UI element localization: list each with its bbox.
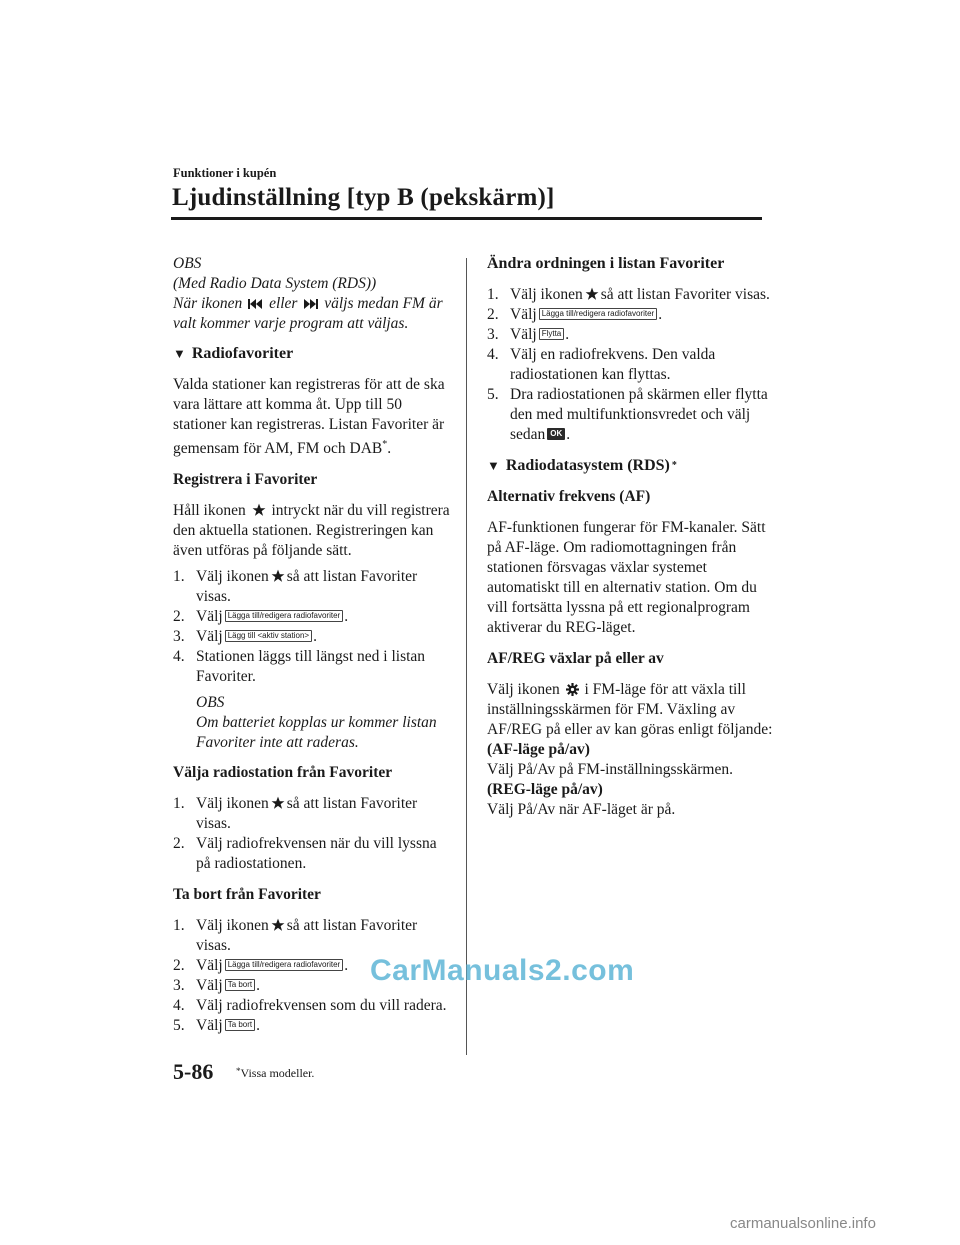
list-item	[173, 996, 455, 1016]
step-text-a: Dra radiostationen på skärmen eller flytta den med multifunktionsvredet och välj sedan	[510, 386, 768, 443]
radiofavorites-text	[173, 375, 455, 459]
asterisk: *	[236, 1066, 241, 1076]
step-number: 1.	[487, 286, 499, 303]
step-text	[196, 567, 455, 607]
delete-heading: Ta bort från Favoriter	[173, 886, 321, 904]
heading-text: Radiodatasystem (RDS)	[505, 457, 670, 474]
heading-text: Radiofavoriter	[191, 345, 294, 362]
step-text: Stationen läggs till längst ned i listan Favoriter.	[196, 648, 426, 686]
afreg-heading: AF/REG växlar på eller av	[487, 650, 664, 667]
gear-icon	[566, 683, 579, 696]
obs-line-2: valt kommer varje program att väljas.	[173, 315, 409, 332]
step-text: Välj radiofrekvensen som du vill radera.	[196, 997, 447, 1015]
step-text-b: så att listan Favoriter visas.	[600, 286, 770, 303]
step-number: 4.	[173, 648, 185, 666]
step-text-b: så att listan Favoriter visas.	[196, 568, 418, 606]
skip-previous-icon	[248, 298, 263, 310]
period: .	[313, 628, 317, 646]
list-item	[487, 345, 773, 385]
step-text-b: så att listan Favoriter visas.	[196, 795, 418, 833]
right-column	[487, 254, 773, 820]
list-item	[173, 916, 455, 956]
move-button: Flytta	[539, 328, 565, 340]
skip-next-icon	[303, 298, 318, 310]
select-heading: Välja radiostation från Favoriter	[173, 764, 393, 782]
step-number: 3.	[487, 326, 499, 343]
reg-mode-text: Välj På/Av när AF-läget är på.	[487, 801, 676, 818]
list-item	[173, 627, 455, 647]
step-number: 2.	[173, 835, 185, 853]
star-icon	[271, 569, 285, 583]
add-edit-favorites-button: Lägga till/redigera radiofavoriter	[225, 959, 344, 971]
paragraph-text: i FM-läge för att växla till inställningsskärmen för FM. Växling av AF/REG på eller av kan göras enligt följande:	[487, 681, 773, 738]
star-icon	[585, 287, 599, 301]
asterisk: *	[671, 460, 677, 471]
obs-subtitle: (Med Radio Data System (RDS))	[173, 275, 377, 292]
list-item	[173, 1016, 455, 1036]
register-text	[173, 501, 455, 561]
chapter-title: Ljudinställning [typ B (pekskärm)]	[172, 184, 555, 211]
step-number: 4.	[173, 997, 185, 1015]
triangle-down-icon: ▼	[487, 458, 500, 473]
step-text-b: så att listan Favoriter visas.	[196, 917, 418, 955]
af-text: AF-funktionen fungerar för FM-kanaler. Sätt på AF-läge. Om radiomottagningen från stationen försvagas växlar systemet automatiskt till en alternativ station. Om du vill fortsätta lyssna på ett regionalprogram aktiverar du REG-läget.	[487, 519, 766, 636]
step-text-a: Välj ikonen	[196, 795, 269, 813]
list-item	[173, 607, 455, 627]
step-text-a: Välj	[510, 326, 537, 343]
step-text-a: Välj	[196, 608, 223, 626]
step-number: 5.	[487, 386, 499, 403]
list-item	[487, 325, 773, 345]
period: .	[566, 426, 571, 443]
header-rule	[171, 217, 762, 220]
add-active-station-button: Lägg till <aktiv station>	[225, 630, 312, 642]
delete-button: Ta bort	[225, 1019, 255, 1031]
step-number: 4.	[487, 346, 499, 363]
af-heading: Alternativ frekvens (AF)	[487, 488, 651, 505]
af-mode-text: Välj På/Av på FM-inställningsskärmen.	[487, 761, 733, 778]
list-item	[487, 305, 773, 325]
footnote-text: Vissa modeller.	[240, 1066, 315, 1080]
star-icon	[271, 918, 285, 932]
step-number: 2.	[173, 957, 185, 975]
star-icon	[271, 796, 285, 810]
delete-button: Ta bort	[225, 979, 255, 991]
step-number: 1.	[173, 568, 185, 586]
list-item	[173, 567, 455, 607]
step-number: 2.	[487, 306, 499, 323]
list-item	[487, 385, 773, 445]
af-mode-label: (AF-läge på/av)	[487, 741, 590, 758]
reorder-steps	[487, 285, 773, 445]
list-item	[173, 647, 455, 687]
paragraph-text: intryckt när du vill registrera den aktuella stationen. Registreringen kan även utföras på följande sätt.	[173, 502, 450, 560]
obs-line-1	[173, 294, 455, 314]
section-label: Funktioner i kupén	[173, 166, 277, 180]
obs-label: OBS	[173, 255, 202, 272]
rds-heading	[487, 456, 773, 476]
paragraph-text: Håll ikonen	[173, 502, 246, 520]
list-item	[173, 794, 455, 834]
step-text-a: Välj ikonen	[196, 917, 269, 935]
paragraph-text: Valda stationer kan registreras för att de ska vara lättare att komma åt. Upp till 50 stationer kan registreras. Listan Favoriter är gemensam för AM, FM och DAB	[173, 376, 445, 458]
step-text-a: Välj	[510, 306, 537, 323]
step-number: 1.	[173, 917, 185, 935]
period: .	[344, 608, 349, 626]
period: .	[344, 957, 349, 975]
period: .	[256, 977, 261, 995]
obs-text: Om batteriet kopplas ur kommer listan Favoriter inte att raderas.	[196, 714, 437, 752]
step-text: Välj en radiofrekvens. Den valda radiostationen kan flyttas.	[510, 346, 716, 383]
column-divider	[466, 258, 467, 1055]
step-text-a: Välj	[196, 977, 223, 995]
step-number: 1.	[173, 795, 185, 813]
step-text: Välj radiofrekvensen när du vill lyssna på radiostationen.	[196, 835, 437, 873]
step-number: 3.	[173, 628, 185, 646]
add-edit-favorites-button: Lägga till/redigera radiofavoriter	[225, 610, 344, 622]
select-steps	[173, 794, 455, 874]
period: .	[387, 440, 392, 458]
triangle-down-icon: ▼	[173, 346, 186, 361]
step-text-a: Välj	[196, 957, 223, 975]
step-text-a: Välj ikonen	[510, 286, 583, 303]
register-obs-note	[196, 693, 455, 753]
obs-text: När ikonen	[173, 295, 243, 312]
asterisk: *	[382, 439, 388, 450]
step-number: 2.	[173, 608, 185, 626]
period: .	[658, 306, 663, 323]
afreg-text	[487, 680, 773, 740]
ok-button: OK	[547, 428, 565, 440]
register-steps	[173, 567, 455, 687]
step-text-a: Välj	[196, 1017, 223, 1035]
step-number: 3.	[173, 977, 185, 995]
period: .	[565, 326, 570, 343]
list-item	[487, 285, 773, 305]
site-footer[interactable]: carmanualsonline.info	[730, 1215, 876, 1232]
register-heading: Registrera i Favoriter	[173, 471, 318, 489]
step-text-a: Välj ikonen	[196, 568, 269, 586]
star-icon	[252, 503, 266, 517]
obs-text: eller	[269, 295, 298, 312]
paragraph-text: Välj ikonen	[487, 681, 560, 698]
footnote	[236, 1066, 314, 1081]
watermark: CarManuals2.com	[370, 954, 635, 987]
reg-mode-label: (REG-läge på/av)	[487, 781, 603, 798]
obs-note-rds	[173, 254, 455, 334]
step-text-a: Välj	[196, 628, 223, 646]
step-number: 5.	[173, 1017, 185, 1035]
list-item	[173, 834, 455, 874]
left-column	[173, 254, 455, 1047]
obs-text: väljs medan FM är	[324, 295, 443, 312]
page-number: 5-86	[173, 1059, 214, 1084]
period: .	[256, 1017, 261, 1035]
reorder-heading: Ändra ordningen i listan Favoriter	[487, 255, 725, 272]
add-edit-favorites-button: Lägga till/redigera radiofavoriter	[539, 308, 658, 320]
radiofavorites-heading	[173, 344, 455, 364]
obs-label: OBS	[196, 694, 225, 712]
